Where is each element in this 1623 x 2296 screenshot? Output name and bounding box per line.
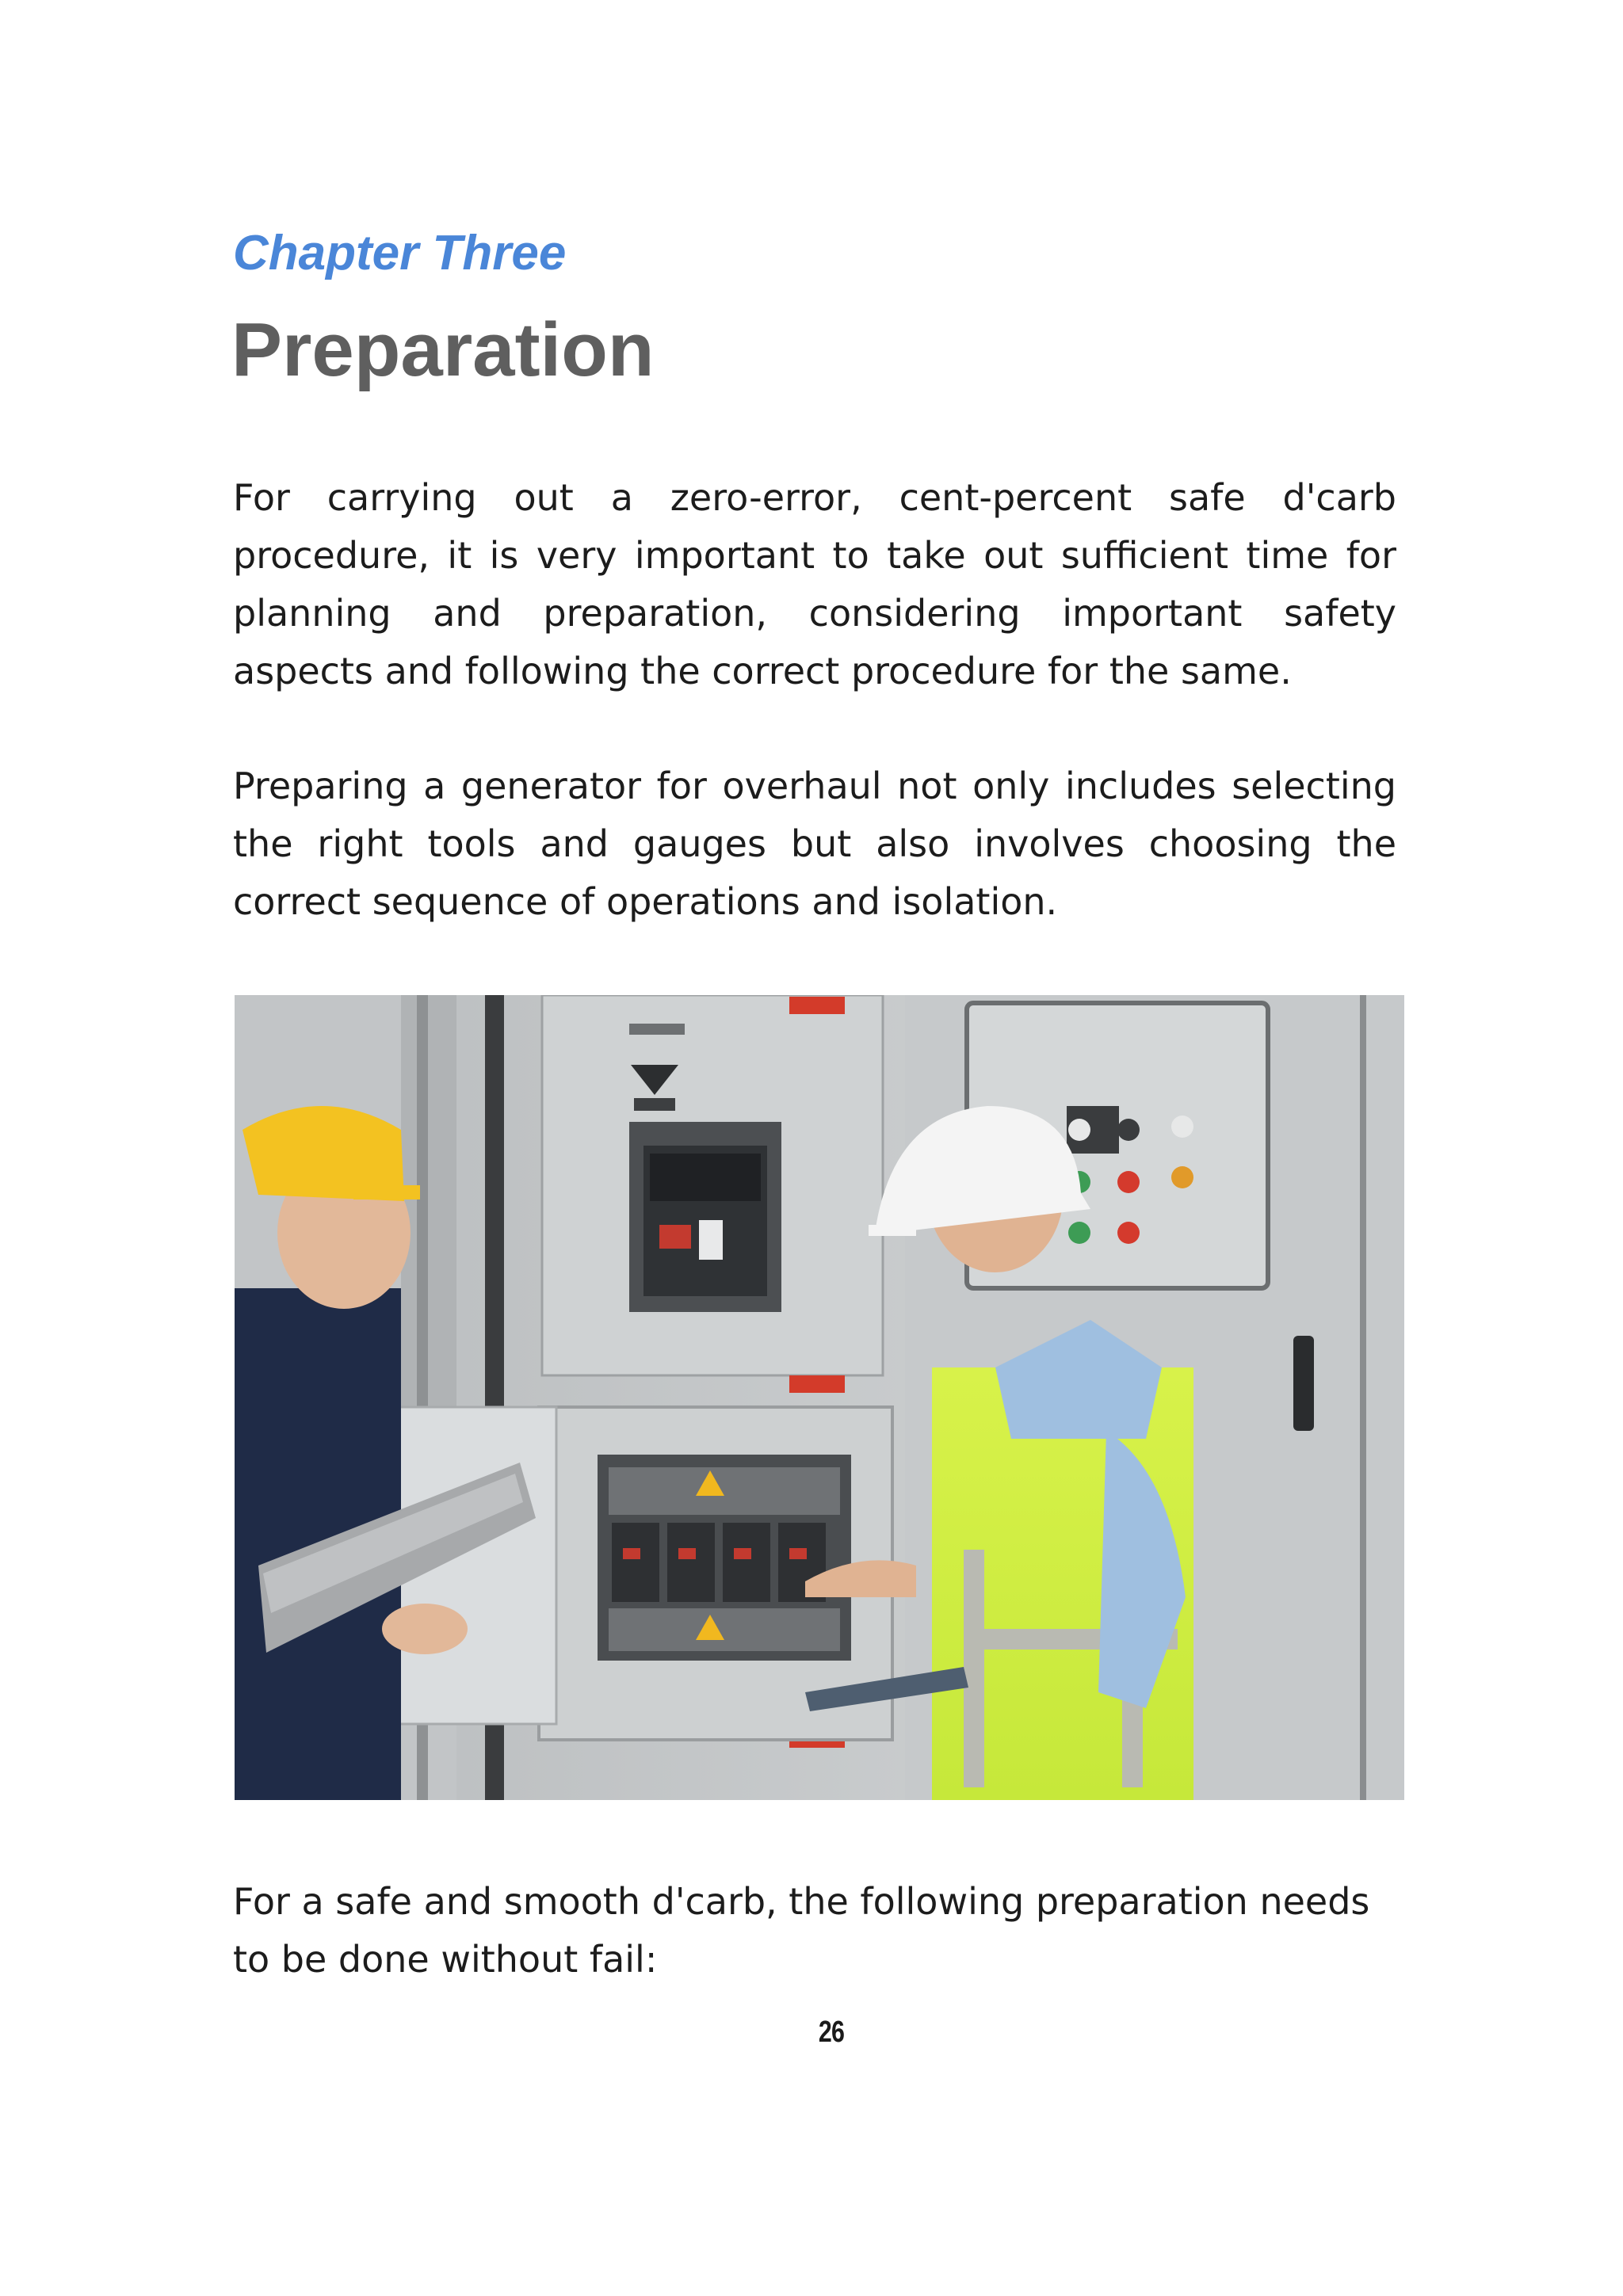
switchgear-photo <box>235 995 1404 1800</box>
page-title: Preparation <box>231 307 655 392</box>
body-paragraph-2: Preparing a generator for overhaul not only includes selecting the right tools and gauges but also involves choosing the correct sequence of operations and isolation. <box>233 765 1396 923</box>
body-paragraph-3: For a safe and smooth d'carb, the following preparation needs to be done without fail: <box>233 1880 1370 1981</box>
chapter-label: Chapter Three <box>233 226 567 280</box>
body-paragraph-1: For carrying out a zero-error, cent-percent safe d'carb procedure, it is very important to take out sufficient time for planning and preparation, considering important safety aspects and following the correct procedure for the same. <box>233 476 1396 692</box>
page-number: 26 <box>818 2016 845 2049</box>
